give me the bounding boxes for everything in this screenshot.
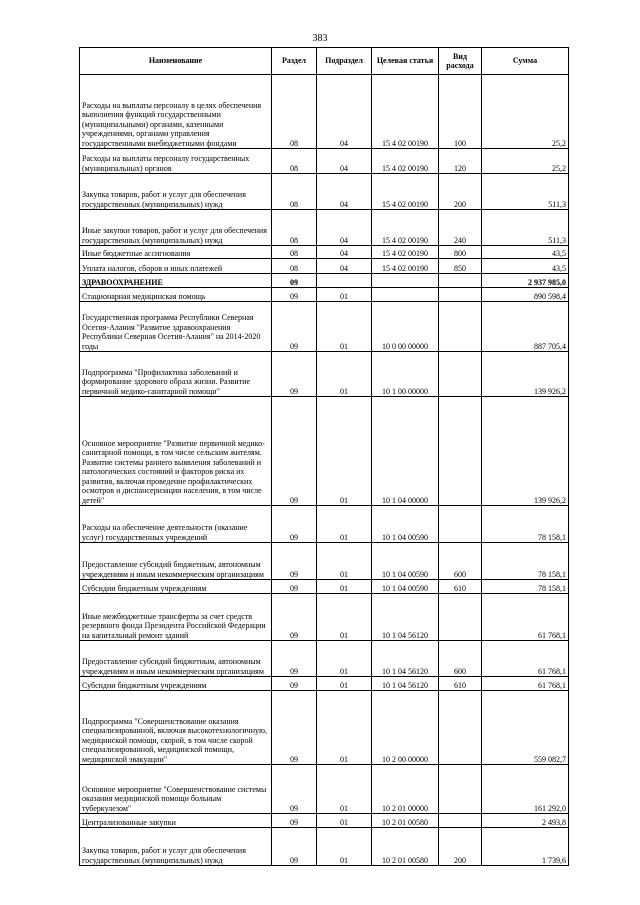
table-row	[80, 641, 569, 677]
cell-section: 09	[272, 543, 317, 580]
cell-section: 09	[272, 302, 317, 352]
cell-target: 15 4 02 00190	[372, 149, 439, 174]
cell-expense: 100	[439, 75, 482, 149]
cell-section: 09	[272, 580, 317, 594]
cell-target: 15 4 02 00190	[372, 210, 439, 246]
cell-target	[372, 288, 439, 302]
cell-name: Предоставление субсидий бюджетным, автономным учреждениям и иным некоммерческим организациям	[80, 543, 272, 580]
cell-expense: 610	[439, 580, 482, 594]
cell-subsection: 01	[317, 765, 372, 814]
cell-section: 09	[272, 814, 317, 828]
cell-subsection: 04	[317, 246, 372, 259]
table-row	[80, 75, 569, 149]
table-row	[80, 246, 569, 259]
cell-subsection: 04	[317, 210, 372, 246]
cell-section: 09	[272, 691, 317, 765]
cell-section: 08	[272, 210, 317, 246]
cell-expense	[439, 765, 482, 814]
cell-section: 09	[272, 765, 317, 814]
table-row	[80, 302, 569, 352]
cell-sum: 2 493,8	[482, 814, 569, 828]
cell-sum: 161 292,0	[482, 765, 569, 814]
cell-target	[372, 274, 439, 288]
cell-section: 09	[272, 352, 317, 397]
cell-expense: 600	[439, 641, 482, 677]
cell-expense	[439, 352, 482, 397]
table-row	[80, 210, 569, 246]
cell-subsection	[317, 274, 372, 288]
cell-sum: 78 158,1	[482, 506, 569, 543]
cell-target: 10 0 00 00000	[372, 302, 439, 352]
cell-section: 08	[272, 246, 317, 259]
cell-target: 10 2 01 00580	[372, 828, 439, 866]
cell-section: 08	[272, 259, 317, 274]
cell-name: Расходы на выплаты персоналу государственных (муниципальных) органов	[80, 149, 272, 174]
cell-target: 10 1 04 56120	[372, 677, 439, 691]
header-sum: Сумма	[482, 48, 569, 75]
cell-target: 15 4 02 00190	[372, 174, 439, 210]
cell-subsection: 04	[317, 259, 372, 274]
cell-target: 10 2 01 00580	[372, 814, 439, 828]
cell-section: 08	[272, 149, 317, 174]
cell-section: 08	[272, 174, 317, 210]
cell-expense	[439, 506, 482, 543]
cell-name: Закупка товаров, работ и услуг для обеспечения государственных (муниципальных) нужд	[80, 828, 272, 866]
cell-expense	[439, 814, 482, 828]
cell-subsection: 01	[317, 302, 372, 352]
cell-expense	[439, 302, 482, 352]
cell-section: 09	[272, 274, 317, 288]
cell-name: Иные закупки товаров, работ и услуг для обеспечения государственных (муниципальных) нужд	[80, 210, 272, 246]
table-body	[80, 75, 569, 866]
cell-sum: 25,2	[482, 75, 569, 149]
cell-target: 15 4 02 00190	[372, 75, 439, 149]
cell-name: Предоставление субсидий бюджетным, автономным учреждениям и иным некоммерческим организациям	[80, 641, 272, 677]
cell-name: Стационарная медицинская помощь	[80, 288, 272, 302]
cell-name: Централизованные закупки	[80, 814, 272, 828]
page-number: 383	[312, 33, 328, 44]
table-row	[80, 814, 569, 828]
cell-target: 10 1 04 56120	[372, 641, 439, 677]
cell-expense	[439, 594, 482, 641]
cell-section: 09	[272, 594, 317, 641]
cell-expense	[439, 691, 482, 765]
cell-subsection: 01	[317, 641, 372, 677]
cell-sum: 78 158,1	[482, 543, 569, 580]
table-row	[80, 677, 569, 691]
cell-name: Уплата налогов, сборов и иных платежей	[80, 259, 272, 274]
table-row	[80, 543, 569, 580]
cell-name: Иные межбюджетные трансферты за счет средств резервного фонда Президента Российской Федерации на капитальный ремонт зданий	[80, 594, 272, 641]
table-row	[80, 594, 569, 641]
table-row	[80, 397, 569, 506]
table-row	[80, 288, 569, 302]
cell-target: 15 4 02 00190	[372, 259, 439, 274]
cell-subsection: 01	[317, 580, 372, 594]
table-row	[80, 691, 569, 765]
cell-target: 10 1 04 00590	[372, 580, 439, 594]
table-row	[80, 274, 569, 288]
cell-expense	[439, 397, 482, 506]
header-subsection: Подраздел	[317, 48, 372, 75]
cell-name: Подпрограмма "Профилактика заболеваний и формирование здорового образа жизни. Развитие первичной медико-санитарной помощи"	[80, 352, 272, 397]
header-expense: Вид расхода	[439, 48, 482, 75]
header-target: Целевая статья	[372, 48, 439, 75]
cell-subsection: 01	[317, 288, 372, 302]
cell-sum: 61 768,1	[482, 677, 569, 691]
cell-target: 10 1 04 00590	[372, 506, 439, 543]
cell-subsection: 01	[317, 397, 372, 506]
cell-section: 08	[272, 75, 317, 149]
cell-name: Расходы на обеспечение деятельности (оказание услуг) государственных учреждений	[80, 506, 272, 543]
cell-sum: 139 926,2	[482, 397, 569, 506]
cell-sum: 43,5	[482, 246, 569, 259]
cell-section: 09	[272, 506, 317, 543]
cell-expense: 120	[439, 149, 482, 174]
table-row	[80, 506, 569, 543]
table-row	[80, 765, 569, 814]
cell-name: Расходы на выплаты персоналу в целях обеспечения выполнения функций государственными (муниципальными) органами, казенными учреждениями, органами управления государственными внебюджетными фондами	[80, 75, 272, 149]
cell-subsection: 01	[317, 814, 372, 828]
cell-name: Подпрограмма "Совершенствование оказания специализированной, включая высокотехнологичную, медицинской помощи, скорой, в том числе скорой специализированной, медицинской помощи, медицинской эвакуации"	[80, 691, 272, 765]
cell-subsection: 01	[317, 543, 372, 580]
cell-expense	[439, 274, 482, 288]
cell-sum: 1 739,6	[482, 828, 569, 866]
table-row	[80, 174, 569, 210]
cell-expense: 850	[439, 259, 482, 274]
cell-sum: 890 598,4	[482, 288, 569, 302]
cell-target: 10 1 04 56120	[372, 594, 439, 641]
cell-section: 09	[272, 828, 317, 866]
header-name: Наименование	[80, 48, 272, 75]
cell-subsection: 04	[317, 174, 372, 210]
cell-subsection: 01	[317, 677, 372, 691]
cell-expense: 610	[439, 677, 482, 691]
cell-expense: 600	[439, 543, 482, 580]
cell-name: Государственная программа Республики Северная Осетия-Алания "Развитие здравоохранения Республики Северная Осетия-Алания" на 2014-2020 годы	[80, 302, 272, 352]
table-row	[80, 352, 569, 397]
cell-sum: 511,3	[482, 210, 569, 246]
cell-sum: 61 768,1	[482, 594, 569, 641]
table-row	[80, 828, 569, 866]
cell-section: 09	[272, 677, 317, 691]
cell-section: 09	[272, 397, 317, 506]
cell-name: Основное мероприятие "Совершенствование системы оказания медицинской помощи больным туберкулезом"	[80, 765, 272, 814]
cell-subsection: 04	[317, 75, 372, 149]
cell-sum: 25,2	[482, 149, 569, 174]
cell-subsection: 01	[317, 506, 372, 543]
cell-target: 10 1 00 00000	[372, 352, 439, 397]
cell-section: 09	[272, 288, 317, 302]
cell-subsection: 01	[317, 828, 372, 866]
cell-target: 10 2 01 00000	[372, 765, 439, 814]
cell-sum: 78 158,1	[482, 580, 569, 594]
cell-sum: 2 937 985,0	[482, 274, 569, 288]
cell-subsection: 01	[317, 594, 372, 641]
cell-expense: 200	[439, 174, 482, 210]
cell-name: ЗДРАВООХРАНЕНИЕ	[80, 274, 272, 288]
cell-name: Закупка товаров, работ и услуг для обеспечения государственных (муниципальных) нужд	[80, 174, 272, 210]
cell-target: 10 2 00 00000	[372, 691, 439, 765]
cell-sum: 559 082,7	[482, 691, 569, 765]
cell-expense: 800	[439, 246, 482, 259]
cell-name: Субсидии бюджетным учреждениям	[80, 677, 272, 691]
cell-sum: 887 705,4	[482, 302, 569, 352]
cell-sum: 43,5	[482, 259, 569, 274]
table-row	[80, 259, 569, 274]
cell-subsection: 01	[317, 352, 372, 397]
table-row	[80, 149, 569, 174]
cell-target: 10 1 04 00000	[372, 397, 439, 506]
header-section: Раздел	[272, 48, 317, 75]
cell-target: 15 4 02 00190	[372, 246, 439, 259]
cell-expense	[439, 288, 482, 302]
cell-name: Основное мероприятие "Развитие первичной медико-санитарной помощи, в том числе сельским жителям. Развитие системы раннего выявления заболеваний и патологических состояний и факторов риска их развития, включая проведение профилактических осмотров и диспансеризации населения, в том числе детей"	[80, 397, 272, 506]
cell-expense: 200	[439, 828, 482, 866]
table-row	[80, 580, 569, 594]
cell-subsection: 04	[317, 149, 372, 174]
cell-subsection: 01	[317, 691, 372, 765]
cell-target: 10 1 04 00590	[372, 543, 439, 580]
cell-expense: 240	[439, 210, 482, 246]
cell-name: Иные бюджетные ассигнования	[80, 246, 272, 259]
budget-table	[79, 47, 569, 866]
cell-sum: 139 926,2	[482, 352, 569, 397]
cell-section: 09	[272, 641, 317, 677]
table-header-row	[80, 48, 569, 75]
cell-sum: 61 768,1	[482, 641, 569, 677]
cell-name: Субсидии бюджетным учреждениям	[80, 580, 272, 594]
cell-sum: 511,3	[482, 174, 569, 210]
